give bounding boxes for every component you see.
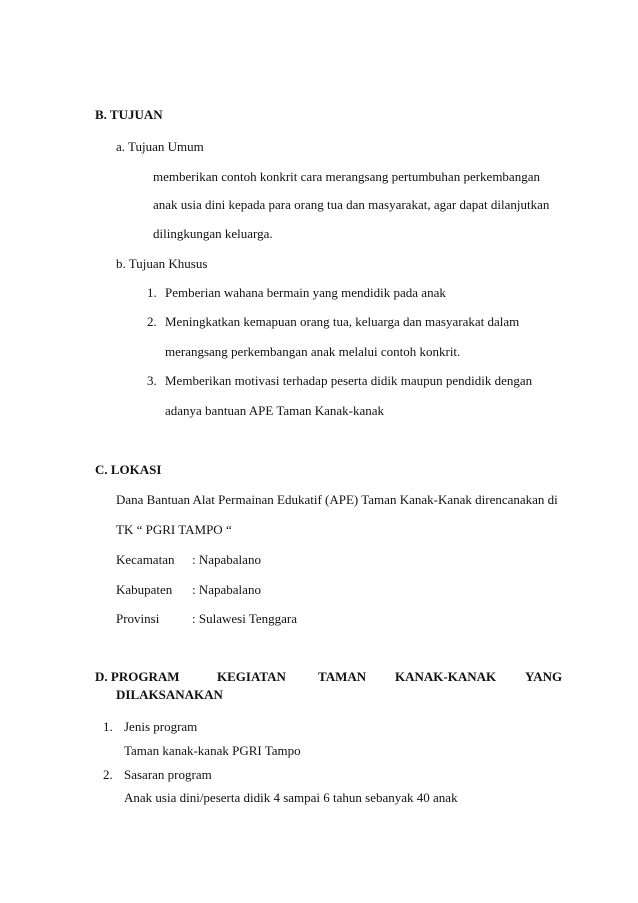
tujuan-khusus-label: b. Tujuan Khusus <box>116 256 208 271</box>
lokasi-row-value: : Napabalano <box>192 552 261 567</box>
section-b-heading: B. TUJUAN <box>95 107 163 122</box>
list-item-text: Meningkatkan kemapuan orang tua, keluarga dan masyarakat dalam <box>165 314 520 329</box>
lokasi-row-value: : Napabalano <box>192 582 261 597</box>
list-item-text: merangsang perkembangan anak melalui contoh konkrit. <box>165 344 461 359</box>
list-item-text: adanya bantuan APE Taman Kanak-kanak <box>165 403 385 418</box>
section-c-heading: C. LOKASI <box>95 462 162 477</box>
program-item-number: 2. <box>103 767 113 782</box>
program-item-detail: Taman kanak-kanak PGRI Tampo <box>124 743 301 758</box>
list-item-number: 3. <box>147 373 157 388</box>
program-item-label: Sasaran program <box>124 767 212 782</box>
tujuan-umum-line: dilingkungan keluarga. <box>153 226 273 241</box>
lokasi-row-label: Kecamatan <box>116 552 175 567</box>
section-d-heading-word: TAMAN <box>318 669 367 684</box>
list-item-text: Pemberian wahana bermain yang mendidik pada anak <box>165 285 446 300</box>
lokasi-row-label: Kabupaten <box>116 582 173 597</box>
list-item-number: 2. <box>147 314 157 329</box>
program-item-label: Jenis program <box>124 719 198 734</box>
section-d-heading-word: YANG <box>525 669 563 684</box>
lokasi-row-label: Provinsi <box>116 611 160 626</box>
program-item-detail: Anak usia dini/peserta didik 4 sampai 6 tahun sebanyak 40 anak <box>124 790 458 805</box>
lokasi-text: TK “ PGRI TAMPO “ <box>116 522 232 537</box>
section-d-heading-line2: DILAKSANAKAN <box>116 687 223 702</box>
section-d-heading-word: KEGIATAN <box>217 669 286 684</box>
lokasi-text: Dana Bantuan Alat Permainan Edukatif (APE) Taman Kanak-Kanak direncanakan di <box>116 492 558 507</box>
tujuan-umum-line: memberikan contoh konkrit cara merangsang pertumbuhan perkembangan <box>153 169 540 184</box>
section-d-heading-word: KANAK-KANAK <box>395 669 497 684</box>
tujuan-umum-line: anak usia dini kepada para orang tua dan masyarakat, agar dapat dilanjutkan <box>153 197 550 212</box>
list-item-text: Memberikan motivasi terhadap peserta didik maupun pendidik dengan <box>165 373 533 388</box>
list-item-number: 1. <box>147 285 157 300</box>
section-d-heading-word: D. PROGRAM <box>95 669 180 684</box>
lokasi-row-value: : Sulawesi Tenggara <box>192 611 297 626</box>
program-item-number: 1. <box>103 719 113 734</box>
tujuan-umum-label: a. Tujuan Umum <box>116 139 204 154</box>
